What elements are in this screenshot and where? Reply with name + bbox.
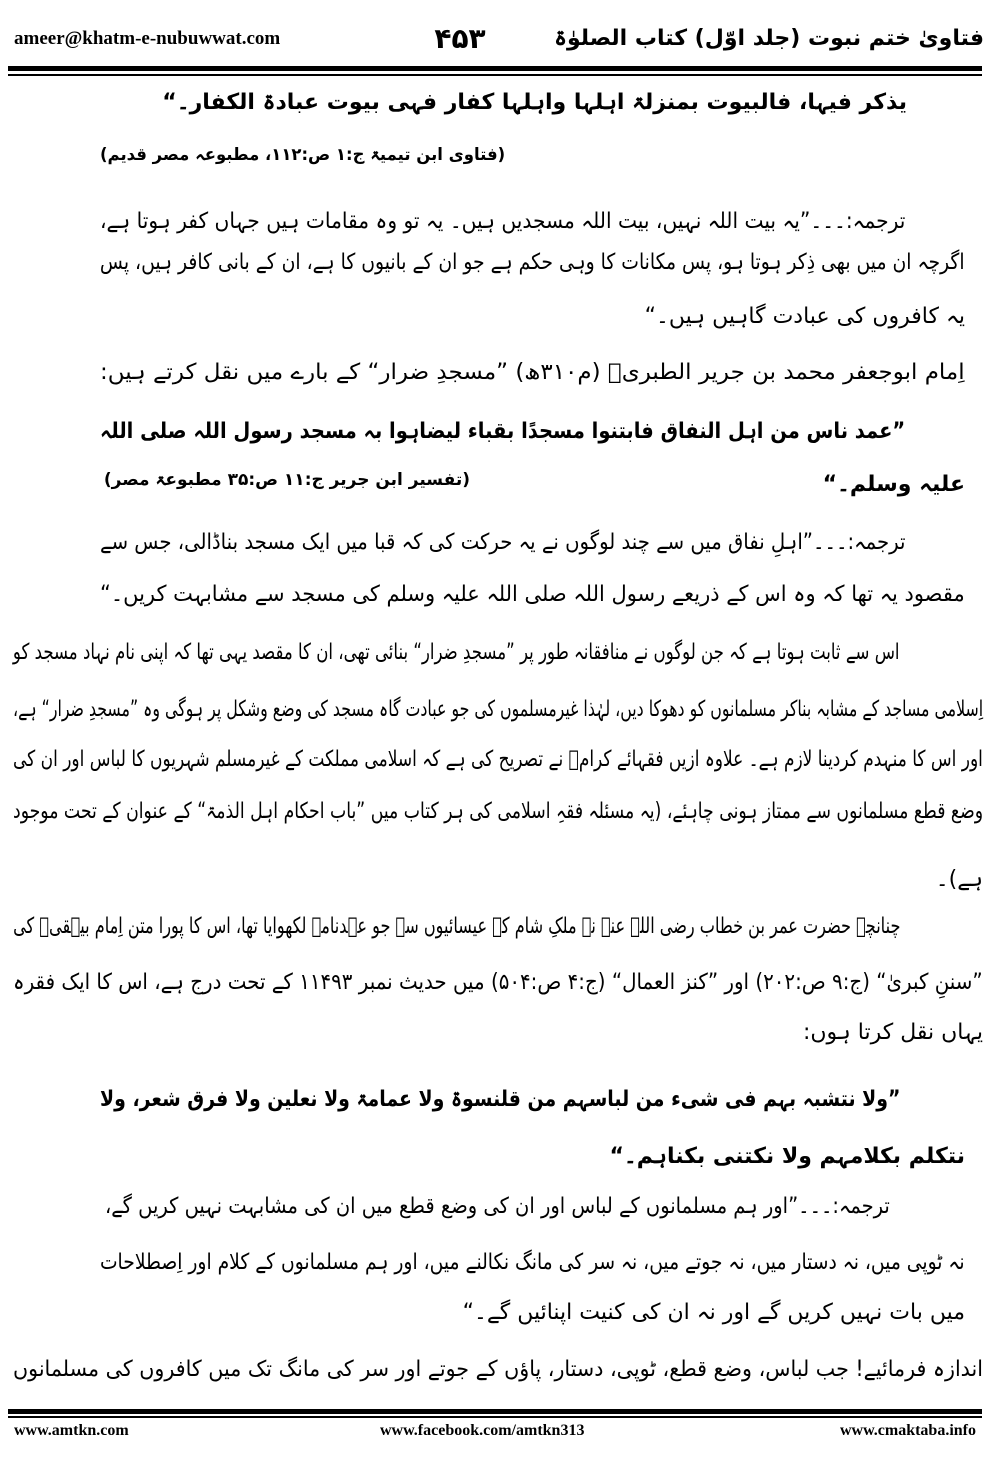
text: نتکلم بکلامہم ولا نکتنی بکناہم۔“ <box>609 1144 965 1169</box>
text: وضع قطع مسلمانوں سے ممتاز ہونی چاہئے، (یہ مسئلہ فقہِ اسلامی کی ہر کتاب میں ”باب احکام اہل الذمۃ“ کے عنوان کے تحت موجود <box>12 799 983 824</box>
translation-line <box>100 202 905 242</box>
body-line <box>13 740 983 780</box>
arabic-quote-line <box>100 412 905 452</box>
body-line <box>13 1350 983 1390</box>
text: (تفسیر ابن جریر ج:۱۱ ص:۳۵ مطبوعۃ مصر) <box>103 470 470 490</box>
body-line <box>13 907 900 947</box>
translation-line <box>100 1293 965 1333</box>
text: یہاں نقل کرتا ہوں: <box>802 1020 983 1045</box>
footer-rule <box>8 1409 982 1414</box>
footer-link-facebook[interactable]: www.facebook.com/amtkn313 <box>380 1422 585 1439</box>
text: ”ولا نتشبہ بہم فی شیء من لباسہم من قلنسوۃ ولا عمامۃ ولا نعلین ولا فرق شعر، ولا <box>99 1087 900 1112</box>
text: ترجمہ:۔۔۔”یہ بیت اللہ نہیں، بیت اللہ مسجدیں ہیں۔ یہ تو وہ مقامات ہیں جہاں کفر ہوتا ہے، <box>99 209 905 234</box>
text: ترجمہ:۔۔۔”اور ہم مسلمانوں کے لباس اور ان کی وضع قطع میں ان کی مشابہت نہیں کریں گے، <box>105 1194 890 1219</box>
text: اندازہ فرمائیے! جب لباس، وضع قطع، ٹوپی، دستار، پاؤں کے جوتے اور سر کی مانگ تک میں کافروں کی مسلمانوں <box>13 1357 983 1382</box>
footer-link-cmaktaba[interactable]: www.cmaktaba.info <box>839 1422 976 1439</box>
citation <box>100 460 470 500</box>
page-number: ۴۵۳ <box>434 22 486 55</box>
text: ”عمد ناس من اہل النفاق فابتنوا مسجدًا بقباء لیضاہوا بہ مسجد رسول اللہ صلی اللہ <box>99 419 905 444</box>
text: ”سننِ کبریٰ“ (ج:۹ ص:۲۰۲) اور ”کنز العمال“ (ج:۴ ص:۵۰۴) میں حدیث نمبر ۱۱۴۹۳ کے تحت درج ہے، اس کا ایک فقرہ <box>13 970 983 995</box>
arabic-quote-line <box>100 1080 900 1120</box>
text: اگرچہ ان میں بھی ذِکر ہوتا ہو، پس مکانات کا وہی حکم ہے جو ان کے بانیوں کا ہے، ان کے بانی کافر ہیں، پس <box>100 250 965 275</box>
text: ہے)۔ <box>935 867 983 892</box>
arabic-quote-line <box>100 83 907 123</box>
translation-line <box>100 523 905 563</box>
text: یذکر فیہا، فالبیوت بمنزلۃ اہلہا واہلہا کفار فہی بیوت عبادۃ الکفار۔“ <box>162 90 907 115</box>
citation <box>100 135 505 175</box>
header-rule <box>8 66 982 71</box>
footer-link-amtkn[interactable]: www.amtkn.com <box>14 1422 129 1439</box>
text: یہ کافروں کی عبادت گاہیں ہیں۔“ <box>644 304 965 329</box>
body-line <box>13 963 983 1003</box>
text: میں بات نہیں کریں گے اور نہ ان کی کنیت اپنائیں گے۔“ <box>462 1300 965 1325</box>
text: اِمام ابوجعفر محمد بن جریر الطبریؒ (م۳۱۰ھ) ”مسجدِ ضرار“ کے بارے میں نقل کرتے ہیں: <box>100 360 965 385</box>
arabic-quote-line <box>700 465 965 505</box>
text: علیہ وسلم۔“ <box>822 472 965 497</box>
translation-line <box>100 1243 965 1283</box>
body-line <box>100 353 965 393</box>
translation-line <box>100 243 965 283</box>
book-title: فتاویٰ ختم نبوت (جلد اوّل) کتاب الصلوٰۃ <box>554 26 984 51</box>
translation-line <box>100 297 965 337</box>
text: اور اس کا منہدم کردینا لازم ہے۔ علاوہ ازیں فقہائے کرامؒ نے تصریح کی ہے کہ اسلامی مملکت کے غیرمسلم شہریوں کا لباس اور ان کی <box>13 747 983 772</box>
header-rule-thin <box>8 74 982 76</box>
body-line <box>13 633 900 673</box>
footer-rule-thin <box>8 1416 982 1418</box>
text: (فتاوی ابن تیمیۃ ج:۱ ص:۱۱۲، مطبوعہ مصر قدیم) <box>99 145 505 165</box>
translation-line <box>100 575 965 615</box>
text: مقصود یہ تھا کہ وہ اس کے ذریعے رسول اللہ صلی اللہ علیہ وسلم کی مسجد سے مشابہت کریں۔“ <box>100 582 965 607</box>
text: نہ ٹوپی میں، نہ دستار میں، نہ جوتے میں، نہ سر کی مانگ نکالنے میں، اور ہم مسلمانوں کے کلام اور اِصطلاحات <box>100 1250 965 1275</box>
header-email: ameer@khatm-e-nubuwwat.com <box>14 28 281 49</box>
text: اس سے ثابت ہوتا ہے کہ جن لوگوں نے منافقانہ طور پر ”مسجدِ ضرار“ بنائی تھی، ان کا مقصد یہی تھا کہ اپنی نام نہاد مسجد کو <box>13 640 900 665</box>
arabic-quote-line <box>100 1137 965 1177</box>
translation-line <box>105 1187 890 1227</box>
body-line <box>13 690 983 730</box>
body-line <box>13 1013 983 1053</box>
text: اِسلامی مساجد کے مشابہ بناکر مسلمانوں کو دھوکا دیں، لہٰذا غیرمسلموں کی جو عبادت گاہ مسجد کی وضع وشکل پر ہوگی وہ ”مسجدِ ضرار“ ہے، <box>12 697 983 722</box>
text: چنانچہ حضرت عمر بن خطاب رضی اللہ عنہ نے ملکِ شام کے عیسائیوں سے جو عہدنامہ لکھوایا تھا، اس کا پورا متن اِمام بیہقیؒ کی <box>12 914 900 939</box>
body-line <box>13 860 983 900</box>
text: ترجمہ:۔۔۔”اہلِ نفاق میں سے چند لوگوں نے یہ حرکت کی کہ قبا میں ایک مسجد بناڈالی، جس سے <box>99 530 905 555</box>
body-line <box>13 792 983 832</box>
